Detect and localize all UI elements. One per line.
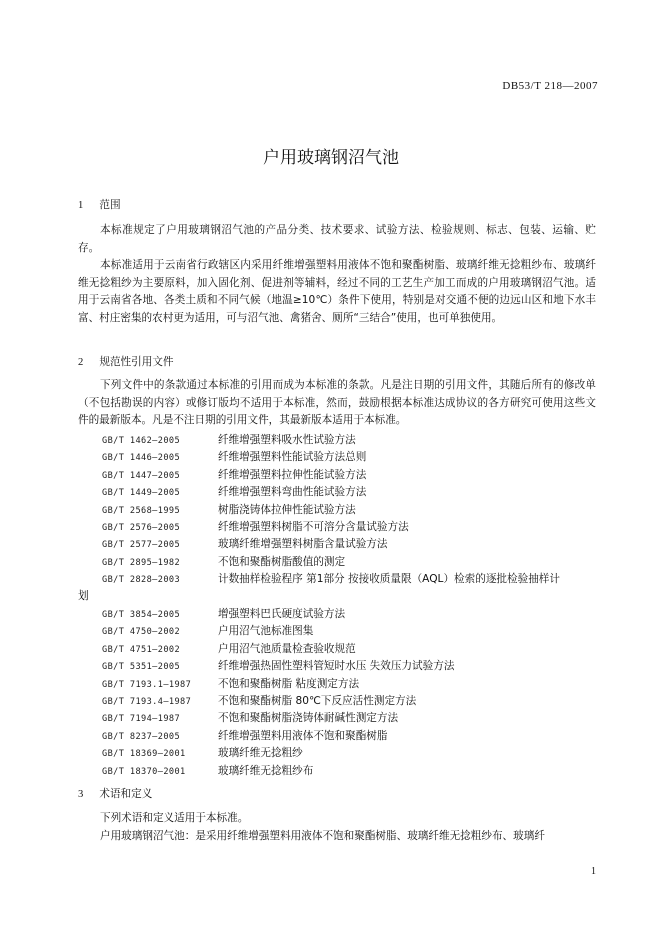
reference-item bbox=[102, 519, 409, 534]
paragraph: 本标准规定了户用玻璃钢沼气池的产品分类、技术要求、试验方法、检验规则、标志、包装、运输、贮存。 bbox=[78, 224, 596, 254]
reference-item bbox=[102, 623, 313, 638]
reference-code: GB/T 2568—1995 bbox=[102, 505, 181, 516]
reference-code: GB/T 8237—2005 bbox=[102, 731, 181, 742]
reference-title: 不饱和聚酯树脂酸值的测定 bbox=[218, 555, 346, 568]
reference-code: GB/T 18369—2001 bbox=[102, 749, 186, 760]
paragraph: 本标准适用于云南省行政辖区内采用纤维增强塑料用液体不饱和聚酯树脂、玻璃纤维无捻粗纱布、玻璃纤维无捻粗纱为主要原料，加入固化剂、促进剂等辅料，经过不同的工艺生产加工而成的户用玻璃钢沼气池。适用于云南省各地、各类土质和不同气候（地温≥10℃）条件下使用，特别是对交通不便的边远山区和地下水丰富、村庄密集的农村更为适用，可与沼气池、禽猪舍、厕所“三结合”使用，也可单独使用。 bbox=[78, 259, 596, 324]
reference-code: GB/T 7193.4—1987 bbox=[102, 697, 192, 707]
reference-code: GB/T 5351—2005 bbox=[102, 662, 181, 673]
section-1-heading bbox=[78, 197, 121, 212]
reference-title: 玻璃纤维无捻粗纱布 bbox=[218, 764, 314, 777]
reference-title: 户用沼气池质量检查验收规范 bbox=[218, 642, 356, 655]
reference-title: 纤维增强热固性塑料管短时水压 失效压力试验方法 bbox=[218, 660, 455, 673]
section-3-heading bbox=[78, 786, 152, 801]
reference-code: GB/T 4750—2002 bbox=[102, 627, 181, 638]
page-number: 1 bbox=[591, 866, 596, 877]
reference-title: 不饱和聚酯树脂 80℃下反应活性测定方法 bbox=[218, 695, 417, 707]
section-title: 术语和定义 bbox=[99, 788, 153, 800]
paragraph: 下列文件中的条款通过本标准的引用而成为本标准的条款。凡是注日期的引用文件，其随后所有的修改单（不包括勘误的内容）或修订版均不适用于本标准，然而，鼓励根据本标准达成协议的各方研究可使用这些文件的最新版本。凡是不注日期的引用文件，其最新版本适用于本标准。 bbox=[78, 379, 596, 426]
reference-title: 不饱和聚酯树脂浇铸体耐碱性测定方法 bbox=[218, 712, 399, 725]
reference-code: GB/T 7194—1987 bbox=[102, 714, 181, 725]
reference-code: GB/T 4751—2002 bbox=[102, 644, 181, 655]
reference-title: 玻璃纤维无捻粗纱 bbox=[218, 747, 303, 760]
section-title: 规范性引用文件 bbox=[99, 356, 174, 368]
reference-code: GB/T 1446—2005 bbox=[102, 453, 181, 464]
section-2-intro bbox=[78, 377, 596, 430]
section-number: 3 bbox=[78, 789, 84, 800]
wrapped-text-tail: 划 bbox=[78, 590, 89, 602]
reference-item bbox=[102, 641, 356, 656]
section-title: 范围 bbox=[99, 199, 121, 211]
paragraph: 下列术语和定义适用于本标准。 bbox=[100, 812, 249, 824]
reference-title: 计数抽样检验程序 第1部分 按接收质量限（AQL）检索的逐批检验抽样计 bbox=[218, 573, 560, 586]
paragraph: 户用玻璃钢沼气池：是采用纤维增强塑料用液体不饱和聚酯树脂、玻璃纤维无捻粗纱布、玻璃纤 bbox=[100, 829, 545, 842]
reference-title: 纤维增强塑料树脂不可溶分含量试验方法 bbox=[218, 521, 409, 533]
section-number: 2 bbox=[78, 357, 84, 368]
reference-item bbox=[102, 467, 366, 482]
reference-code: GB/T 2828—2003 bbox=[102, 575, 181, 586]
reference-title: 纤维增强塑料用液体不饱和聚酯树脂 bbox=[218, 729, 388, 742]
document-title: 户用玻璃钢沼气池 bbox=[263, 148, 399, 168]
section-1-body bbox=[78, 222, 596, 327]
reference-item bbox=[102, 502, 356, 517]
reference-code: GB/T 2576—2005 bbox=[102, 523, 181, 533]
reference-item bbox=[102, 606, 345, 621]
reference-title: 增强塑料巴氏硬度试验方法 bbox=[218, 608, 346, 620]
reference-title: 户用沼气池标准图集 bbox=[218, 625, 314, 638]
reference-code: GB/T 18370—2001 bbox=[102, 766, 186, 777]
reference-item bbox=[102, 554, 345, 569]
reference-title: 玻璃纤维增强塑料树脂含量试验方法 bbox=[218, 538, 388, 551]
reference-item bbox=[102, 432, 356, 447]
reference-item bbox=[102, 658, 454, 673]
section-2-heading bbox=[78, 354, 174, 369]
reference-code: GB/T 1462—2005 bbox=[102, 436, 181, 446]
reference-title: 树脂浇铸体拉伸性能试验方法 bbox=[218, 503, 356, 516]
reference-code: GB/T 1447—2005 bbox=[102, 470, 181, 481]
reference-item bbox=[102, 710, 398, 725]
reference-title: 纤维增强塑料性能试验方法总则 bbox=[218, 451, 367, 464]
reference-code: GB/T 2895—1982 bbox=[102, 557, 181, 568]
reference-item bbox=[102, 571, 560, 586]
reference-title: 纤维增强塑料弯曲性能试验方法 bbox=[218, 486, 367, 499]
reference-item bbox=[102, 693, 416, 708]
reference-item bbox=[102, 763, 313, 778]
section-3-body bbox=[78, 810, 596, 845]
reference-code: GB/T 3854—2005 bbox=[102, 610, 181, 620]
reference-code: GB/T 7193.1—1987 bbox=[102, 679, 192, 690]
reference-code: GB/T 1449—2005 bbox=[102, 488, 181, 499]
reference-item bbox=[102, 745, 303, 760]
reference-code: GB/T 2577—2005 bbox=[102, 540, 181, 551]
reference-item bbox=[102, 449, 366, 464]
reference-item bbox=[102, 536, 388, 551]
reference-item bbox=[102, 676, 359, 691]
section-number: 1 bbox=[78, 200, 84, 211]
reference-title: 纤维增强塑料拉伸性能试验方法 bbox=[218, 468, 367, 481]
reference-item bbox=[102, 484, 366, 499]
reference-title: 纤维增强塑料吸水性试验方法 bbox=[218, 434, 356, 446]
reference-item bbox=[102, 728, 388, 743]
standard-code: DB53/T 218—2007 bbox=[502, 80, 598, 92]
reference-title: 不饱和聚酯树脂 粘度测定方法 bbox=[218, 677, 360, 690]
